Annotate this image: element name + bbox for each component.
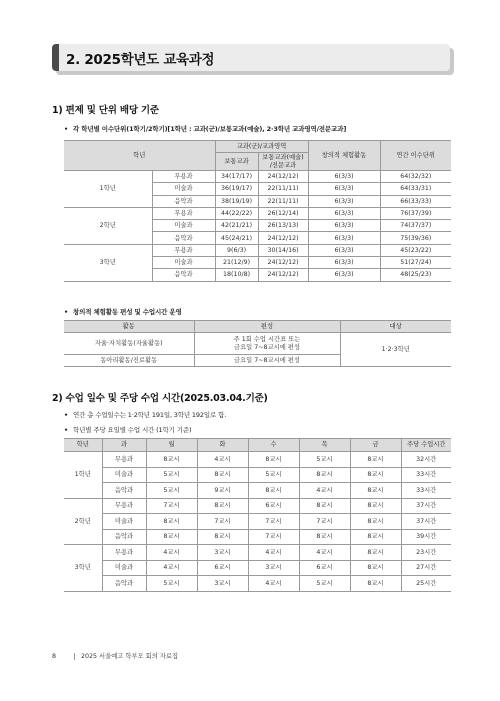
total-cell: 39시간 — [401, 529, 451, 545]
total-cell: 25시간 — [401, 576, 451, 592]
footer-divider — [74, 653, 75, 660]
weekly-hours-table — [64, 438, 451, 592]
fri-cell: 8교시 — [350, 452, 401, 468]
col-header-general: 보통교과 — [215, 153, 258, 171]
mon-cell: 4교시 — [146, 560, 197, 576]
credits-table — [64, 140, 451, 282]
fri-cell: 8교시 — [350, 545, 401, 561]
tue-cell: 8교시 — [197, 529, 248, 545]
major-cell: 음악과 — [102, 483, 146, 499]
total-credits-cell: 48(25/23) — [380, 269, 451, 281]
major-cell: 미술과 — [152, 183, 215, 195]
total-credits-cell: 76(37/39) — [380, 207, 451, 219]
fri-cell: 8교시 — [350, 483, 401, 499]
fri-cell: 8교시 — [350, 529, 401, 545]
mon-cell: 5교시 — [146, 467, 197, 483]
organization-cell: 주 1회 수업 시간표 또는 금요일 7~8교시에 편성 — [194, 333, 340, 355]
table-row — [64, 467, 451, 483]
general-credits-cell: 21(12/9) — [215, 257, 258, 269]
general-credits-cell: 44(22/22) — [215, 207, 258, 219]
total-cell: 23시간 — [401, 545, 451, 561]
general-credits-cell: 45(24/21) — [215, 232, 258, 244]
tue-cell: 3교시 — [197, 576, 248, 592]
major-cell: 음악과 — [102, 529, 146, 545]
arts-credits-cell: 24(12/12) — [258, 257, 308, 269]
table-row — [64, 483, 451, 499]
footer-text: 2025 서울예고 학부모 회의 자료집 — [81, 653, 179, 660]
mon-cell: 4교시 — [146, 545, 197, 561]
arts-credits-cell: 22(11/11) — [258, 195, 308, 207]
general-credits-cell: 9(6/3) — [215, 244, 258, 256]
creative-credits-cell: 6(3/3) — [308, 244, 380, 256]
creative-credits-cell: 6(3/3) — [308, 207, 380, 219]
total-cell: 32시간 — [401, 452, 451, 468]
grade-cell: 3학년 — [64, 244, 152, 281]
wed-cell: 6교시 — [248, 498, 299, 514]
grade-cell: 2학년 — [64, 207, 152, 244]
total-credits-cell: 64(33/31) — [380, 183, 451, 195]
thu-cell: 4교시 — [299, 545, 350, 561]
creative-credits-cell: 6(3/3) — [308, 171, 380, 183]
creative-credits-cell: 6(3/3) — [308, 183, 380, 195]
section1-bullet: • 각 학년별 이수단위(1학기/2학기)[1학년 : 교과(군)/보통교과(예술), 2·3학년 교과영역/전문교과] — [64, 124, 346, 133]
mon-cell: 5교시 — [146, 483, 197, 499]
creative-credits-cell: 6(3/3) — [308, 269, 380, 281]
title-accent-bar — [52, 44, 59, 71]
col-header-creative: 창의적 체험활동 — [308, 141, 380, 171]
header-mon: 월 — [146, 439, 197, 452]
tue-cell: 9교시 — [197, 483, 248, 499]
thu-cell: 7교시 — [299, 514, 350, 530]
creative-activities-table — [64, 320, 451, 367]
mon-cell: 8교시 — [146, 529, 197, 545]
total-credits-cell: 74(37/37) — [380, 220, 451, 232]
fri-cell: 8교시 — [350, 576, 401, 592]
chapter-title-box — [52, 44, 450, 71]
total-credits-cell: 66(33/33) — [380, 195, 451, 207]
creative-credits-cell: 6(3/3) — [308, 220, 380, 232]
wed-cell: 4교시 — [248, 545, 299, 561]
col-header-total: 연간 이수단위 — [380, 141, 451, 171]
major-cell: 미술과 — [102, 560, 146, 576]
major-cell: 무용과 — [102, 452, 146, 468]
general-credits-cell: 36(19/17) — [215, 183, 258, 195]
tue-cell: 3교시 — [197, 545, 248, 561]
header-thu: 목 — [299, 439, 350, 452]
total-credits-cell: 64(32/32) — [380, 171, 451, 183]
tue-cell: 6교시 — [197, 560, 248, 576]
header-target: 대상 — [340, 321, 451, 333]
total-credits-cell: 75(39/36) — [380, 232, 451, 244]
table-row — [64, 207, 451, 219]
table-row — [64, 560, 451, 576]
major-cell: 음악과 — [152, 269, 215, 281]
major-cell: 미술과 — [102, 467, 146, 483]
section2-bullet-days: • 연간 총 수업일수는 1·2학년 191일, 3학년 192일로 함. — [64, 410, 226, 419]
table-row — [64, 244, 451, 256]
arts-credits-cell: 24(12/12) — [258, 171, 308, 183]
col-header-arts: 보통교과(예술) /전문교과 — [258, 153, 308, 171]
general-credits-cell: 38(19/19) — [215, 195, 258, 207]
total-credits-cell: 51(27/24) — [380, 257, 451, 269]
thu-cell: 5교시 — [299, 576, 350, 592]
wed-cell: 8교시 — [248, 452, 299, 468]
thu-cell: 5교시 — [299, 452, 350, 468]
major-cell: 음악과 — [102, 576, 146, 592]
arts-credits-cell: 22(11/11) — [258, 183, 308, 195]
total-cell: 37시간 — [401, 514, 451, 530]
mon-cell: 5교시 — [146, 576, 197, 592]
organization-cell: 금요일 7~8교시에 편성 — [194, 355, 340, 367]
arts-credits-cell: 26(13/13) — [258, 220, 308, 232]
thu-cell: 6교시 — [299, 560, 350, 576]
total-credits-cell: 45(23/22) — [380, 244, 451, 256]
thu-cell: 8교시 — [299, 467, 350, 483]
arts-credits-cell: 26(12/14) — [258, 207, 308, 219]
header-wed: 수 — [248, 439, 299, 452]
major-cell: 무용과 — [152, 244, 215, 256]
target-cell: 1·2·3학년 — [340, 333, 451, 367]
chapter-title: 2. 2025학년도 교육과정 — [66, 52, 215, 68]
general-credits-cell: 34(17/17) — [215, 171, 258, 183]
wed-cell: 3교시 — [248, 560, 299, 576]
major-cell: 무용과 — [102, 498, 146, 514]
major-cell: 무용과 — [152, 171, 215, 183]
wed-cell: 5교시 — [248, 467, 299, 483]
header-activity: 활동 — [64, 321, 194, 333]
grade-cell: 1학년 — [64, 452, 102, 499]
header-organization: 편성 — [194, 321, 340, 333]
major-cell: 무용과 — [152, 207, 215, 219]
major-cell: 미술과 — [102, 514, 146, 530]
wed-cell: 4교시 — [248, 576, 299, 592]
major-cell: 음악과 — [152, 195, 215, 207]
tue-cell: 8교시 — [197, 498, 248, 514]
tue-cell: 4교시 — [197, 452, 248, 468]
fri-cell: 8교시 — [350, 560, 401, 576]
mon-cell: 8교시 — [146, 452, 197, 468]
total-cell: 27시간 — [401, 560, 451, 576]
total-cell: 33시간 — [401, 467, 451, 483]
tue-cell: 8교시 — [197, 467, 248, 483]
page-footer — [52, 651, 178, 660]
table-row — [64, 452, 451, 468]
header-fri: 금 — [350, 439, 401, 452]
creative-credits-cell: 6(3/3) — [308, 257, 380, 269]
arts-credits-cell: 24(12/12) — [258, 232, 308, 244]
table-row — [64, 545, 451, 561]
activity-cell: 자율·자치활동(자율활동) — [64, 333, 194, 355]
header-weekly-total: 주당 수업시간 — [401, 439, 451, 452]
section2-heading: 2) 수업 일수 및 주당 수업 시간(2025.03.04.기준) — [52, 393, 268, 404]
page-number: 8 — [52, 653, 57, 660]
creative-credits-cell: 6(3/3) — [308, 195, 380, 207]
major-cell: 미술과 — [152, 220, 215, 232]
table-row — [64, 576, 451, 592]
wed-cell: 7교시 — [248, 514, 299, 530]
general-credits-cell: 42(21/21) — [215, 220, 258, 232]
creative-credits-cell: 6(3/3) — [308, 232, 380, 244]
thu-cell: 8교시 — [299, 498, 350, 514]
header-major: 과 — [102, 439, 146, 452]
header-grade: 학년 — [64, 439, 102, 452]
fri-cell: 8교시 — [350, 498, 401, 514]
fri-cell: 8교시 — [350, 467, 401, 483]
major-cell: 미술과 — [152, 257, 215, 269]
thu-cell: 8교시 — [299, 529, 350, 545]
col-header-grade: 학년 — [64, 141, 215, 171]
grade-cell: 2학년 — [64, 498, 102, 545]
table-row — [64, 529, 451, 545]
tue-cell: 7교시 — [197, 514, 248, 530]
mon-cell: 7교시 — [146, 498, 197, 514]
wed-cell: 7교시 — [248, 529, 299, 545]
general-credits-cell: 18(10/8) — [215, 269, 258, 281]
thu-cell: 4교시 — [299, 483, 350, 499]
arts-credits-cell: 24(12/12) — [258, 269, 308, 281]
creative-bullet: • 창의적 체험활동 편성 및 수업시간 운영 — [64, 307, 182, 316]
activity-cell: 동아리활동/진로활동 — [64, 355, 194, 367]
grade-cell: 3학년 — [64, 545, 102, 592]
arts-credits-cell: 30(14/16) — [258, 244, 308, 256]
section1-heading: 1) 편제 및 단위 배당 기준 — [52, 105, 159, 116]
section2-bullet-hours: • 학년별 주당 요일별 수업 시간 (1학기 기준) — [64, 425, 191, 434]
grade-cell: 1학년 — [64, 171, 152, 208]
table-row — [64, 171, 451, 183]
header-tue: 화 — [197, 439, 248, 452]
total-cell: 37시간 — [401, 498, 451, 514]
total-cell: 33시간 — [401, 483, 451, 499]
major-cell: 음악과 — [152, 232, 215, 244]
mon-cell: 8교시 — [146, 514, 197, 530]
table-row — [64, 498, 451, 514]
wed-cell: 8교시 — [248, 483, 299, 499]
table-row — [64, 514, 451, 530]
major-cell: 무용과 — [102, 545, 146, 561]
fri-cell: 8교시 — [350, 514, 401, 530]
col-header-curriculum: 교과(군)/교과영역 — [215, 141, 308, 153]
